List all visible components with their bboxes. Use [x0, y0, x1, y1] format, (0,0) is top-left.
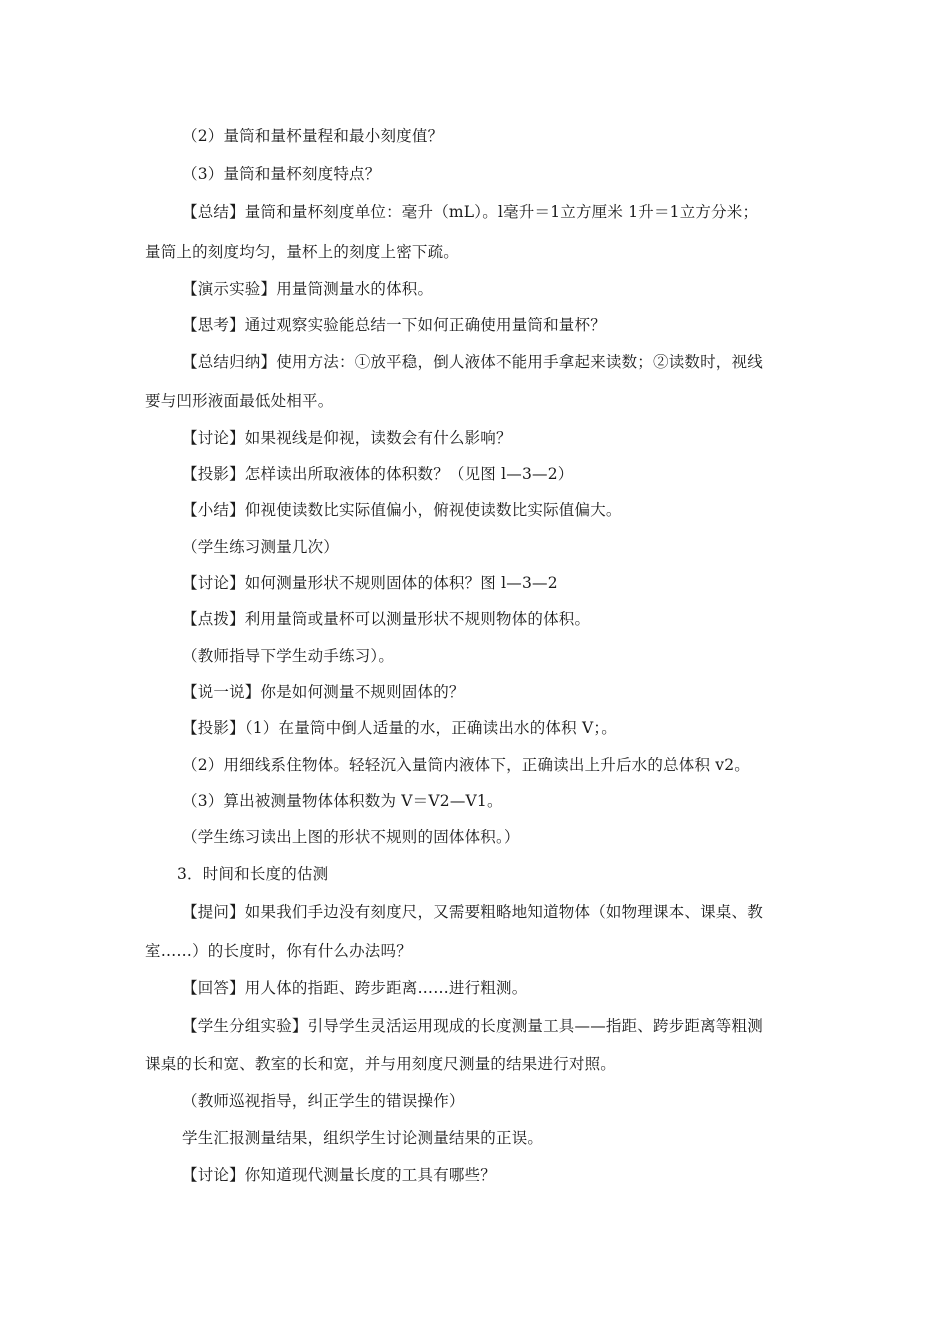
text-line: 室……）的长度时，你有什么办法吗？: [145, 942, 412, 960]
text-line: 【点拨】利用量筒或量杯可以测量形状不规则物体的体积。: [182, 610, 591, 628]
text-line: 【投影】（1）在量筒中倒人适量的水，正确读出水的体积 V；。: [182, 719, 617, 737]
text-line: （学生练习读出上图的形状不规则的固体体积。）: [182, 828, 520, 846]
text-line: 【总结】量筒和量杯刻度单位：毫升（mL）。l毫升＝1立方厘米 1升＝1立方分米；: [182, 203, 759, 221]
text-line: （教师指导下学生动手练习）。: [182, 647, 395, 665]
text-line: 【讨论】你知道现代测量长度的工具有哪些？: [182, 1166, 497, 1184]
text-line: 【演示实验】用量筒测量水的体积。: [182, 280, 434, 298]
text-line: （教师巡视指导，纠正学生的错误操作）: [182, 1092, 465, 1110]
text-line: 【投影】怎样读出所取液体的体积数？（见图 l—3—2）: [182, 465, 574, 483]
text-line: 【小结】仰视使读数比实际值偏小，俯视使读数比实际值偏大。: [182, 501, 622, 519]
text-line: 【提问】如果我们手边没有刻度尺，又需要粗略地知道物体（如物理课本、课桌、教: [182, 903, 763, 921]
text-line: （3）量筒和量杯刻度特点？: [182, 165, 381, 183]
text-line: 要与凹形液面最低处相平。: [145, 392, 334, 410]
text-line: 【总结归纳】使用方法：①放平稳，倒人液体不能用手拿起来读数；②读数时，视线: [182, 353, 763, 371]
text-line: （学生练习测量几次）: [182, 538, 340, 556]
text-line: （3）算出被测量物体体积数为 V＝V2—V1。: [182, 792, 503, 810]
text-line: 【说一说】你是如何测量不规则固体的？: [182, 683, 465, 701]
text-line: 【思考】通过观察实验能总结一下如何正确使用量筒和量杯？: [182, 316, 606, 334]
section-heading: 3．时间和长度的估测: [177, 865, 329, 883]
text-line: 【讨论】如何测量形状不规则固体的体积？图 l—3—2: [182, 574, 558, 592]
text-line: （2）量筒和量杯量程和最小刻度值？: [182, 127, 444, 145]
text-line: 课桌的长和宽、教室的长和宽，并与用刻度尺测量的结果进行对照。: [145, 1055, 617, 1073]
text-line: 【讨论】如果视线是仰视，读数会有什么影响？: [182, 429, 512, 447]
text-line: 【学生分组实验】引导学生灵活运用现成的长度测量工具——指距、跨步距离等粗测: [182, 1017, 763, 1035]
text-line: （2）用细线系住物体。轻轻沉入量筒内液体下，正确读出上升后水的总体积 v2。: [182, 756, 751, 774]
text-line: 量筒上的刻度均匀，量杯上的刻度上密下疏。: [145, 243, 460, 261]
text-line: 学生汇报测量结果，组织学生讨论测量结果的正误。: [182, 1129, 544, 1147]
text-line: 【回答】用人体的指距、跨步距离……进行粗测。: [182, 979, 528, 997]
